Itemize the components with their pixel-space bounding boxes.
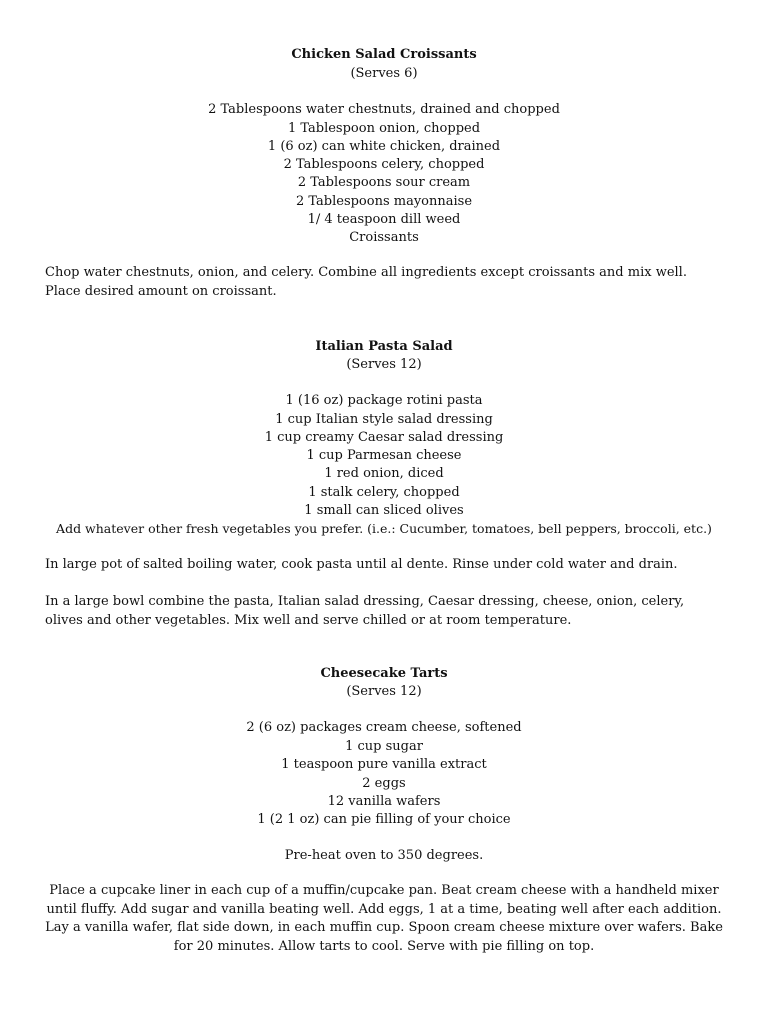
ingredient: 1 red onion, diced [324, 466, 444, 481]
recipe-serves: (Serves 6) [350, 66, 418, 81]
ingredient: 1 teaspoon pure vanilla extract [281, 757, 487, 772]
direction-paragraph: Chop water chestnuts, onion, and celery. Combine all ingredients except croissants and mix well. Place desired amount on croissant. [45, 265, 687, 299]
ingredient: 2 eggs [362, 775, 406, 791]
direction-paragraph: In large pot of salted boiling water, cook pasta until al dente. Rinse under cold water and drain. [45, 557, 678, 572]
ingredient: 2 Tablespoons sour cream [297, 175, 471, 190]
recipe-title: Cheesecake Tarts [320, 666, 448, 681]
ingredient: 2 Tablespoons mayonnaise [295, 193, 473, 209]
ingredient: 2 Tablespoons water chestnuts, drained and chopped [208, 102, 560, 117]
recipe-serves: (Serves 12) [346, 684, 422, 699]
ingredient: 1 small can sliced olives [304, 502, 464, 518]
ingredient: 12 vanilla wafers [327, 793, 441, 809]
ingredient: 1 Tablespoon onion, chopped [287, 120, 481, 136]
recipe-title: Chicken Salad Croissants [291, 47, 477, 62]
ingredient: 2 (6 oz) packages cream cheese, softened [246, 720, 522, 735]
ingredient: 1 (6 oz) can white chicken, drained [267, 139, 501, 154]
ingredient: 1 (16 oz) package rotini pasta [285, 393, 483, 408]
recipe-serves: (Serves 12) [346, 357, 422, 372]
ingredient: 1 cup creamy Caesar salad dressing [264, 430, 504, 445]
recipe-title: Italian Pasta Salad [315, 339, 453, 354]
direction-paragraph: In a large bowl combine the pasta, Italian salad dressing, Caesar dressing, cheese, onion, celery, olives and other vegetables. Mix well and serve chilled or at room temperature. [45, 594, 685, 628]
direction-paragraph: Place a cupcake liner in each cup of a muffin/cupcake pan. Beat cream cheese with a handheld mixer until fluffy. Add sugar and vanilla beating well. Add eggs, 1 at a time, beating well after each addition. Lay a vanilla wafer, flat side down, in each muffin cup. Spoon cream cheese mixture over wafers. Bake for 20 minutes. Allow tarts to cool. Serve with pie filling on top. [45, 883, 723, 954]
ingredient: 2 Tablespoons celery, chopped [283, 157, 485, 172]
ingredient: 1 cup Italian style salad dressing [275, 411, 493, 427]
ingredient: 1 cup sugar [345, 739, 423, 754]
ingredient: 1/ 4 teaspoon dill weed [307, 212, 461, 227]
ingredient: 1 cup Parmesan cheese [306, 448, 462, 463]
ingredient: 1 stalk celery, chopped [308, 484, 460, 500]
ingredient: 1 (2 1 oz) can pie filling of your choice [257, 812, 511, 827]
direction-line: Pre-heat oven to 350 degrees. [284, 848, 484, 863]
ingredient-note: Add whatever other fresh vegetables you prefer. (i.e.: Cucumber, tomatoes, bell peppers, broccoli, etc.) [56, 521, 712, 536]
ingredient: Croissants [349, 230, 419, 245]
